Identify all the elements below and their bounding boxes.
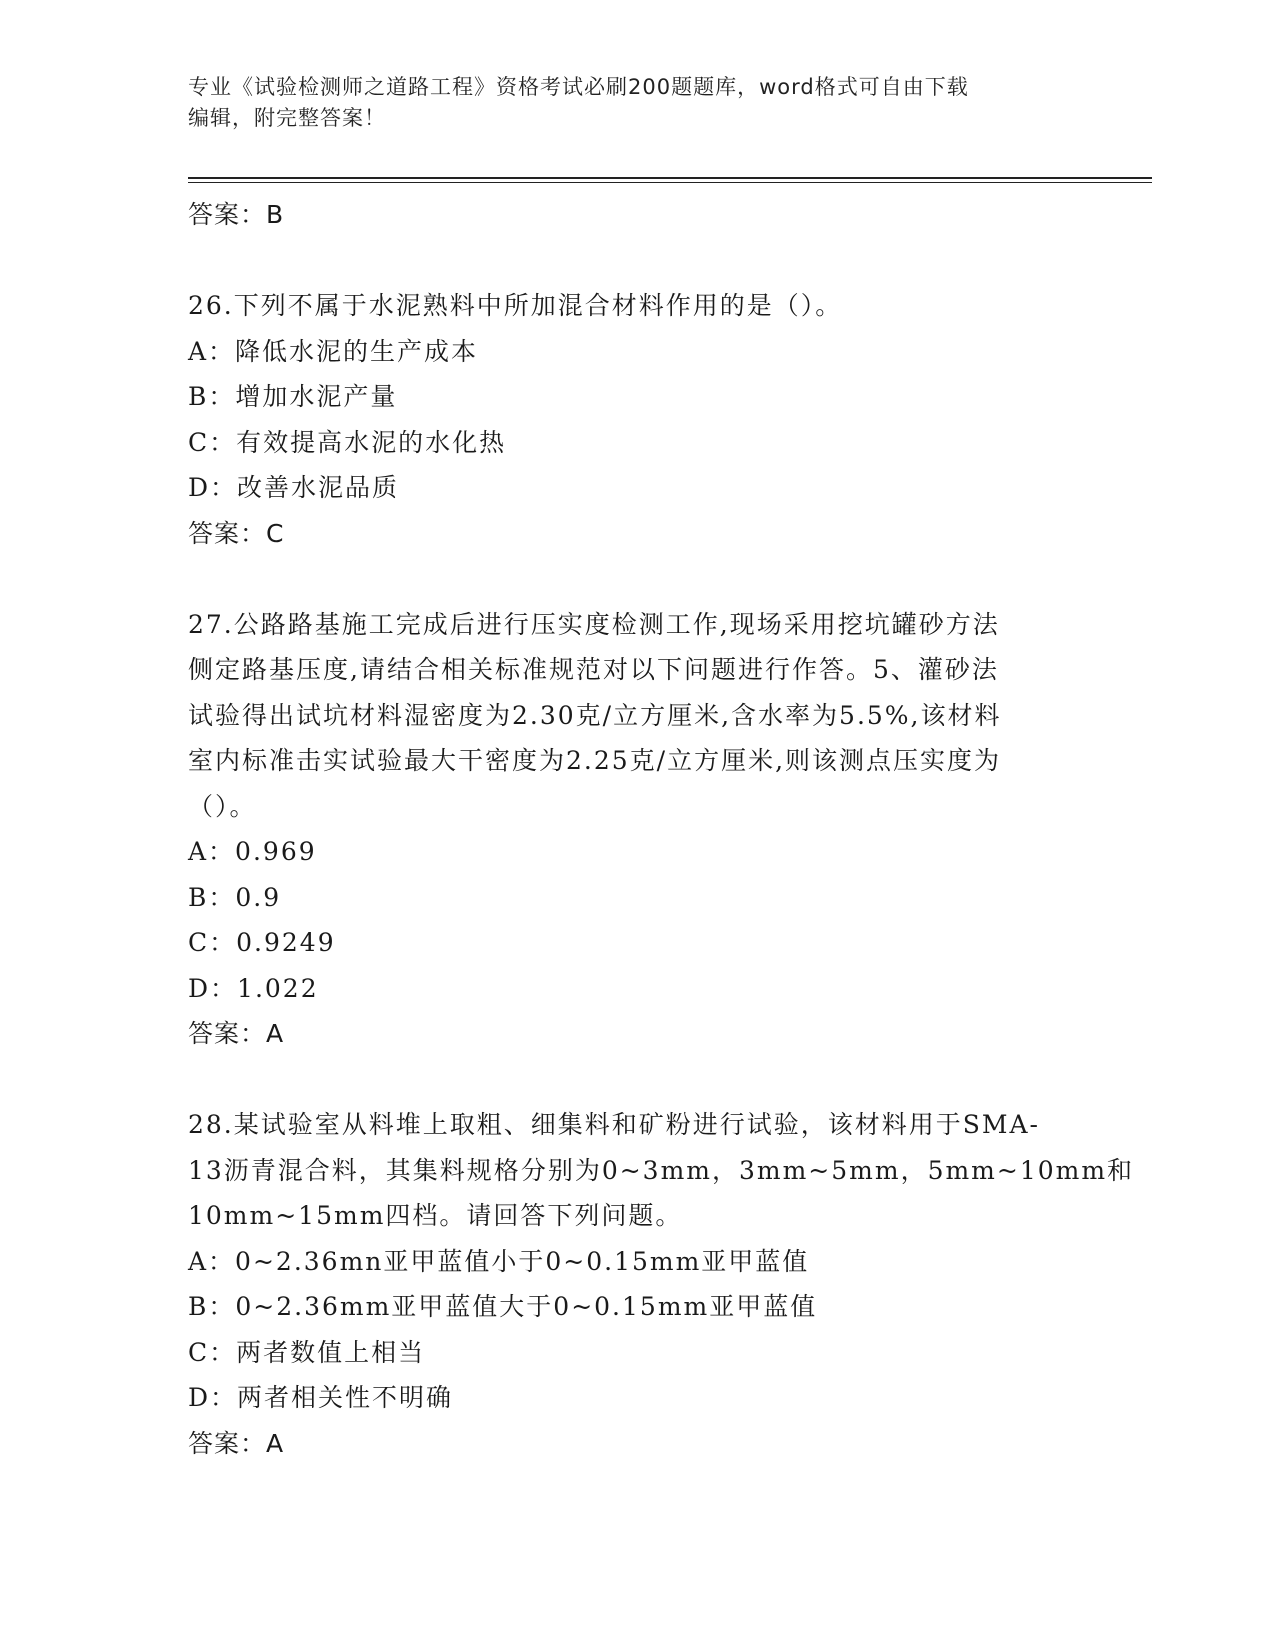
header-title-line1: 专业《试验检测师之道路工程》资格考试必刷200题题库，word格式可自由下载 [188, 75, 969, 99]
option-d: D：两者相关性不明确 [188, 1383, 454, 1412]
option-a: A：0~2.36mn亚甲蓝值小于0~0.15mm亚甲蓝值 [188, 1246, 810, 1276]
question-text-line: （）。 [188, 791, 257, 821]
question-text-line: 室内标准击实试验最大干密度为2.25克/立方厘米,则该测点压实度为 [188, 746, 1002, 775]
question-text-line: 侧定路基压度,请结合相关标准规范对以下问题进行作答。5、灌砂法 [188, 655, 999, 684]
option-b: B：增加水泥产量 [188, 382, 398, 411]
header-divider-thin [188, 182, 1152, 183]
question-text-line: 13沥青混合料，其集料规格分别为0~3mm，3mm~5mm，5mm~10mm和 [188, 1155, 1135, 1185]
previous-answer: 答案：B [188, 200, 285, 229]
answer: 答案：A [188, 1019, 285, 1048]
option-d: D：改善水泥品质 [188, 473, 400, 502]
question-text-line: 试验得出试坑材料湿密度为2.30克/立方厘米,含水率为5.5%,该材料 [188, 700, 1002, 730]
option-c: C：有效提高水泥的水化热 [188, 427, 507, 457]
question-text-line: 10mm~15mm四档。请回答下列问题。 [188, 1201, 683, 1230]
answer: 答案：C [188, 518, 285, 548]
option-b: B：0.9 [188, 882, 282, 912]
option-c: C：0.9249 [188, 928, 336, 957]
option-a: A：0.969 [188, 837, 317, 866]
question-26 [188, 283, 1088, 556]
header-divider-thick [188, 177, 1152, 179]
question-27 [188, 602, 1088, 1057]
question-text: 26.下列不属于水泥熟料中所加混合材料作用的是（）。 [188, 291, 843, 320]
option-a: A：降低水泥的生产成本 [188, 336, 479, 366]
spacer [188, 1057, 1088, 1103]
question-text-line: 27.公路路基施工完成后进行压实度检测工作,现场采用挖坑罐砂方法 [188, 609, 1000, 639]
document-header [188, 72, 1088, 134]
spacer [188, 556, 1088, 602]
question-text-line: 28.某试验室从料堆上取粗、细集料和矿粉进行试验，该材料用于SMA- [188, 1110, 1040, 1139]
spacer [188, 238, 1088, 284]
header-title-line2: 编辑，附完整答案！ [188, 106, 386, 130]
option-d: D：1.022 [188, 973, 319, 1003]
question-28 [188, 1102, 1135, 1466]
option-c: C：两者数值上相当 [188, 1337, 426, 1367]
option-b: B：0~2.36mm亚甲蓝值大于0~0.15mm亚甲蓝值 [188, 1292, 818, 1321]
question-list [188, 192, 1135, 1466]
answer: 答案：A [188, 1428, 285, 1458]
